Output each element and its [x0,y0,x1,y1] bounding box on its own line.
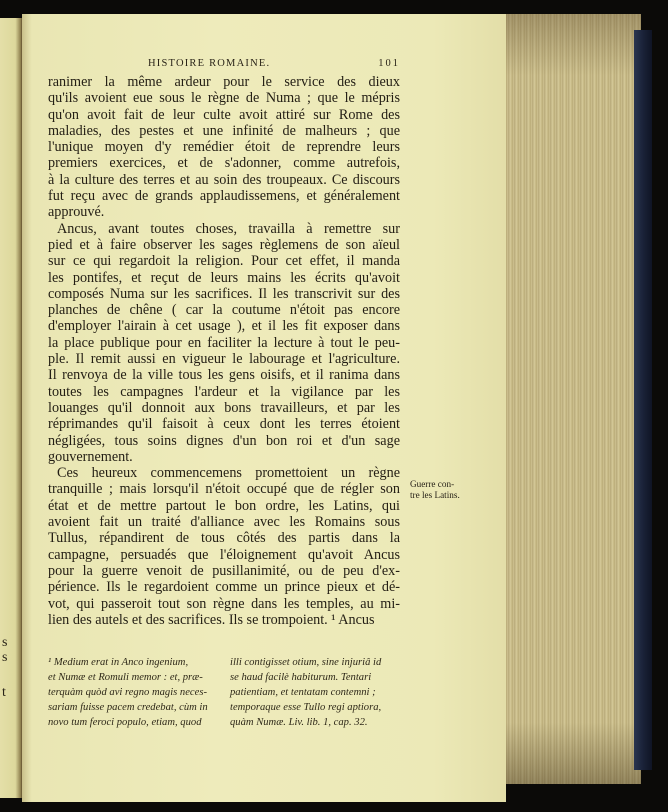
footnote-line: se haud facilè habiturum. Tentari [230,672,372,683]
text-line: approuvé. [48,204,105,221]
running-title: HISTOIRE ROMAINE. [148,58,271,69]
text-line: la place publique pour en faciliter la lecture à tout le peu- [48,334,400,351]
page-number: 101 [378,58,400,69]
text-line: louanges qu'il donnoit aux bons travailleurs, et par les [48,399,400,416]
margin-note [410,479,470,501]
text-line: ranimer la même ardeur pour le service des dieux [48,74,400,90]
text-line: d'employer l'airain à cet usage ), et il les fit exposer dans [48,318,400,335]
text-line: l'unique moyen d'y remédier étoit de reprendre leurs [48,139,400,156]
text-line: sur ce qui regardoit la religion. Pour cet effet, il manda [48,253,400,270]
text-line: toutes les campagnes l'ardeur et la vigilance par les [48,383,400,400]
text-line: périence. Ils le regardoient comme un prince pieux et dé- [48,579,400,596]
text-line: état et de mettre partout le bon ordre, les Latins, qui [48,497,400,514]
footnote-line: quàm Numæ. Liv. lib. 1, cap. 32. [230,717,368,728]
footnote-column-1 [48,655,218,730]
margin-note-line: Guerre con- [410,479,455,489]
text-line: maladies, des pestes et une infinité de malheurs ; que [48,122,400,139]
text-line: planches de chêne ( car la coutume n'étoit pas encore [48,302,400,319]
text-line: avoient fait un traité d'alliance avec les Romains sous [48,514,400,531]
text-line: Ancus, avant toutes choses, travailla à remettre sur [57,220,400,237]
running-header [48,58,400,74]
footnote-line: temporaque esse Tullo regi aptiora, [230,702,382,713]
text-line: pour la guerre venoit de pusillanimité, ou de peu d'ex- [48,562,400,579]
footnote-column-2 [230,655,400,730]
text-line: qu'on avoit fait de leur culte avoit attiré sur Rome des [48,106,400,123]
text-line: qu'ils avoient eue sous le règne de Numa ; que le mépris [48,90,400,107]
footnote-line: patientiam, et tentatam contemni ; [230,687,376,698]
text-line: réprimandes qu'il faisoit à ceux dont les terres étoient [48,416,400,433]
text-line: à la culture des terres et au soin des troupeaux. Ce discours [48,171,400,188]
footnote-line: terquàm quòd avi regno magis neces- [48,687,207,698]
facing-page-letter: t [2,685,6,700]
text-line: fut reçu avec de grands applaudissemens, et généralement [48,188,400,205]
footnote-line: novo tum feroci populo, etiam, quod [48,717,202,728]
text-line: vot, qui passeroit tout son règne dans les temples, au mi- [48,595,400,612]
text-line: pied et à faire observer les sages règlemens de son aïeul [48,236,400,253]
footnote-line: et Numæ et Romuli memor : et, præ- [48,672,203,683]
text-line: ple. Il remit aussi en vigueur le labourage et l'agriculture. [48,351,400,368]
page-edges-shadow [503,14,641,784]
text-line: composés Numa sur les sacrifices. Il les transcrivit sur des [48,285,400,302]
facing-page-letter: s [2,635,8,650]
text-line: gouvernement. [48,448,133,465]
facing-page-edge [0,18,22,798]
text-line: lien des autels et des sacrifices. Ils se trompoient. ¹ Ancus [48,611,375,628]
footnote-line: sariam fuisse pacem credebat, cùm in [48,702,208,713]
text-line: premiers exercices, et de s'adonner, comme autrefois, [48,155,400,172]
footnote-line: ¹ Medium erat in Anco ingenium, [48,657,189,668]
text-line: négligées, tous soins dignes d'un bon roi et d'un sage [48,432,400,449]
marbled-cover [634,30,652,770]
text-line: campagne, persuadés que l'éloignement qu'avoit Ancus [48,546,400,563]
text-line: tranquille ; mais lorsqu'il n'étoit occupé que de régler son [48,481,400,498]
footnote [48,655,400,730]
text-line: les pontifes, et reçut de leurs mains les écrits qu'avoit [48,269,400,286]
margin-note-line: tre les Latins. [410,490,460,500]
facing-page-letter: s [2,650,8,665]
text-line: Ces heureux commencemens promettoient un règne [57,465,400,482]
footnote-line: illi contigisset otium, sine injuriâ id [230,657,382,668]
text-line: Il renvoya de la ville tous les gens oisifs, et il ranima dans [48,367,400,384]
text-line: Tullus, répandirent de tous côtés des partis dans la [48,530,400,547]
body-text [48,74,400,628]
